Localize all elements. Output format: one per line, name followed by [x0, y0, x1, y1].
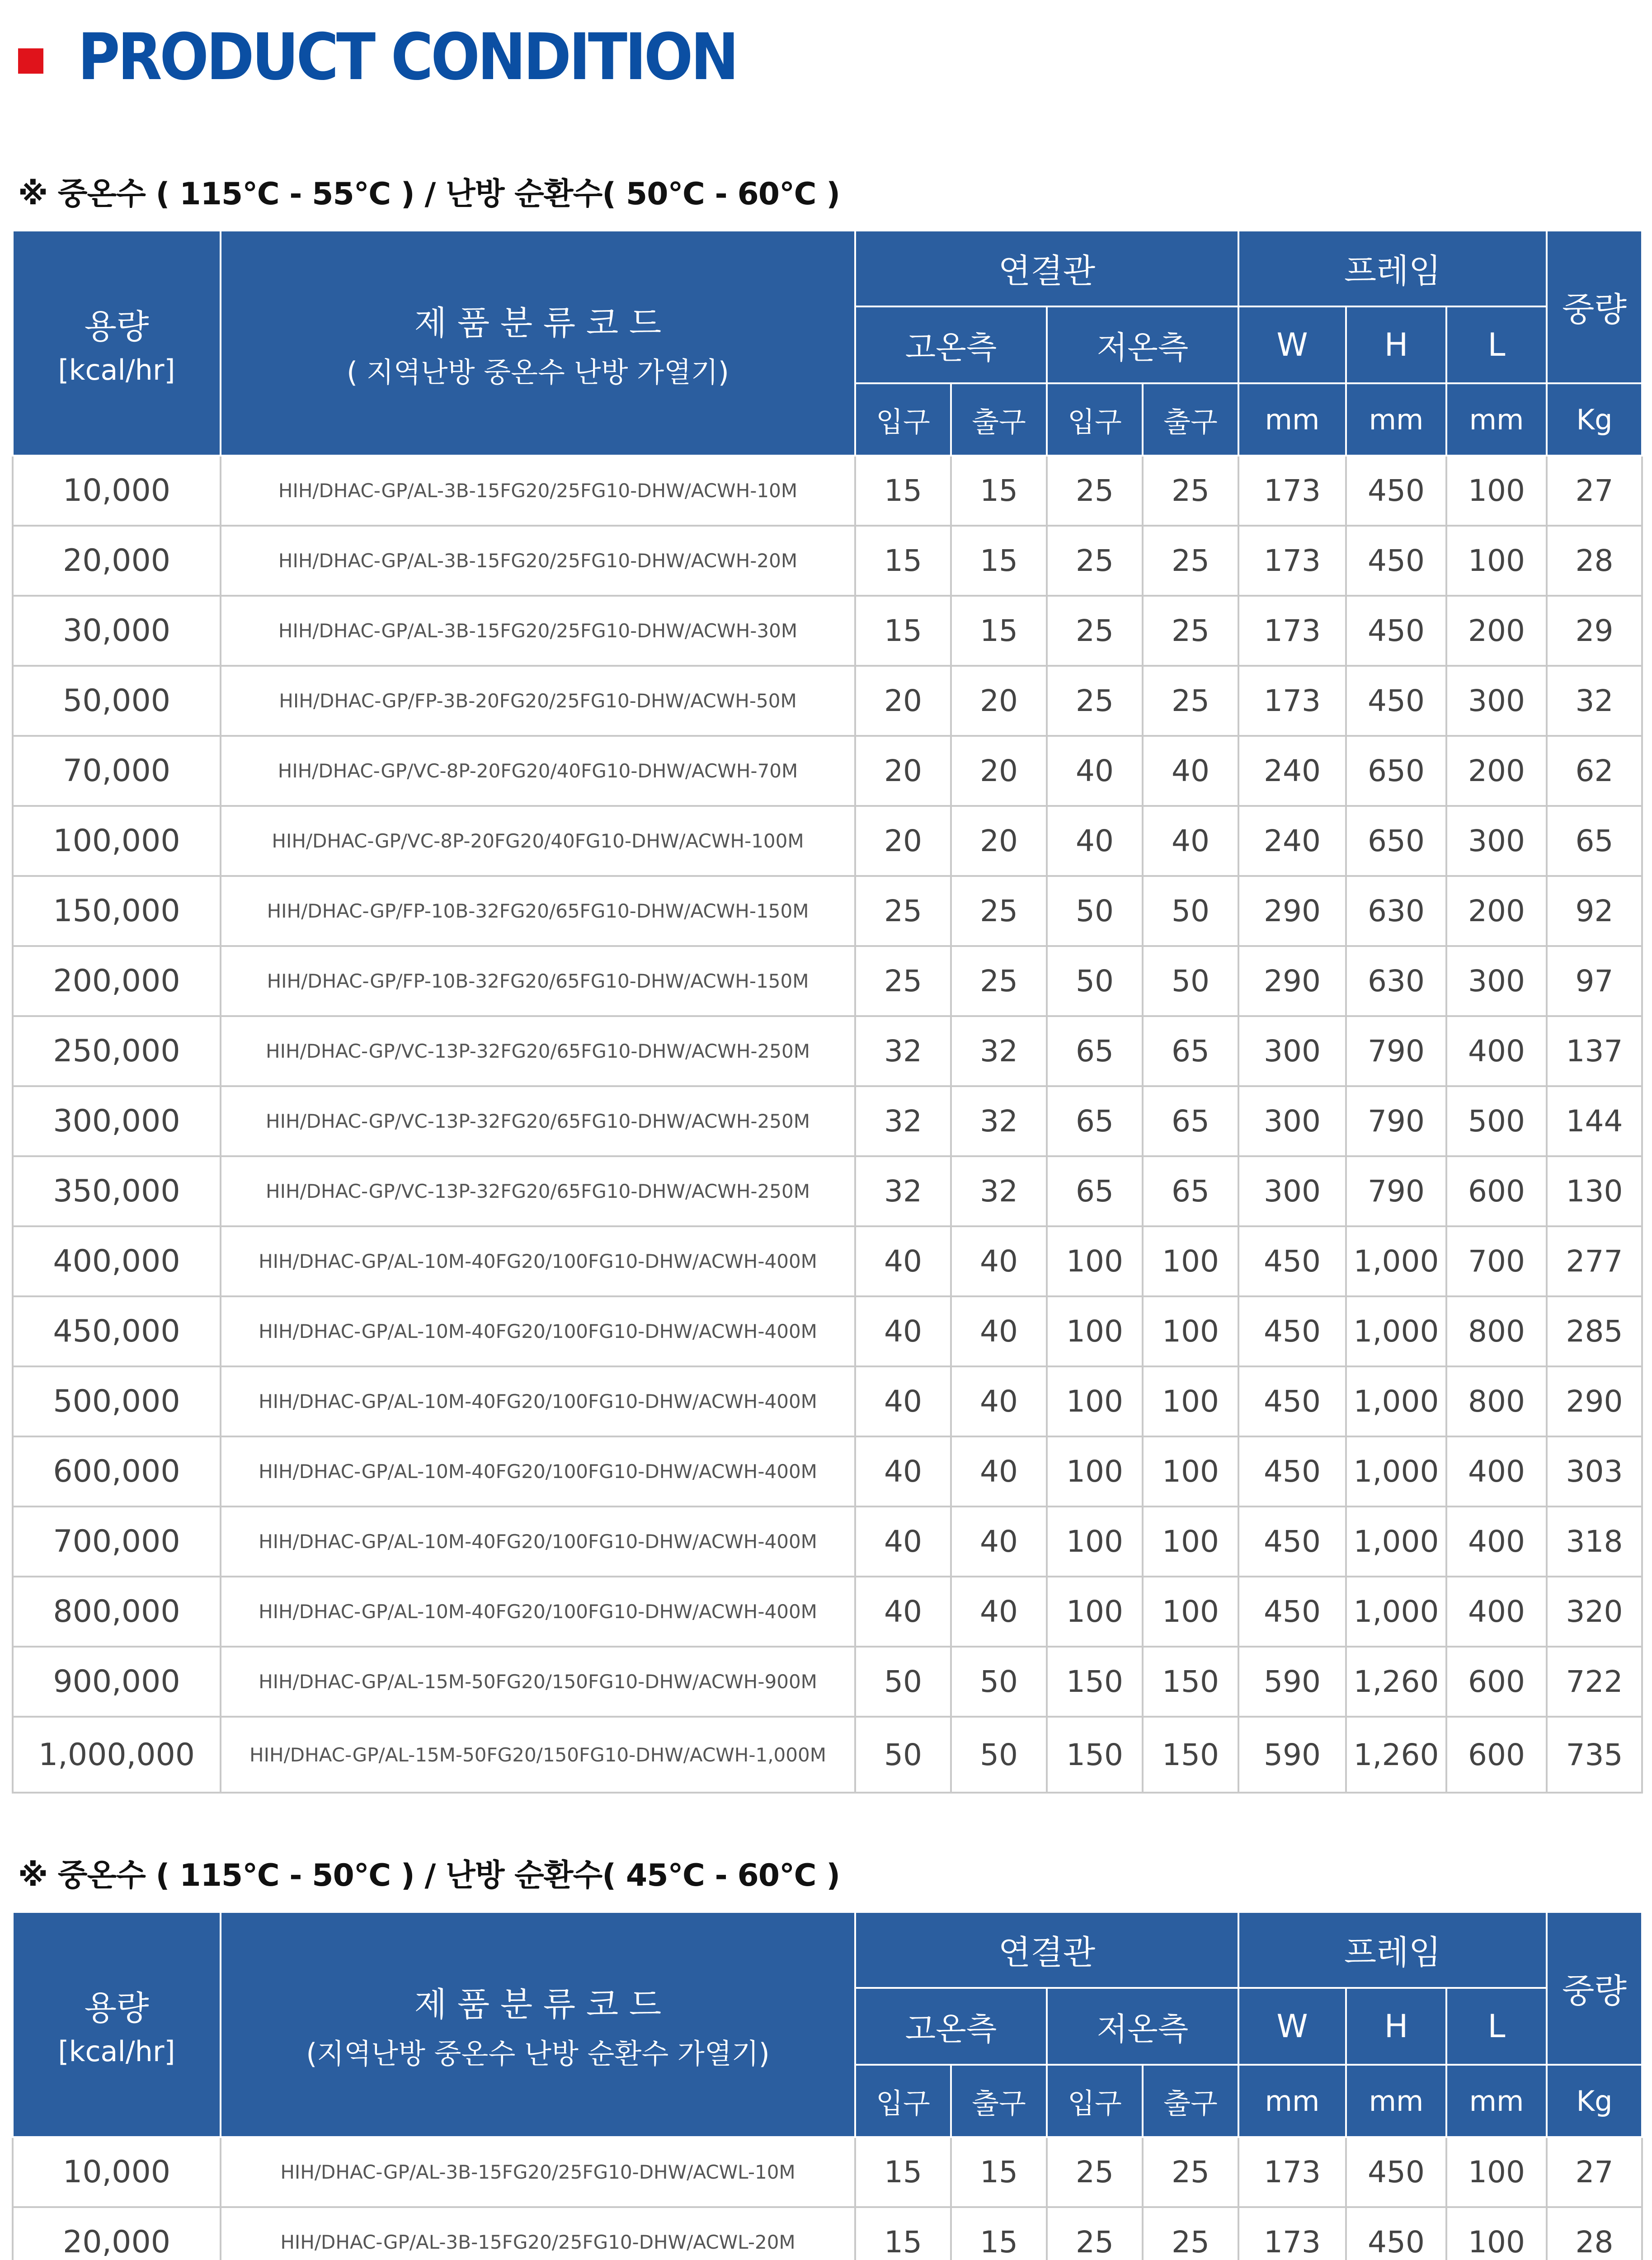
hot-outlet-cell: 15	[951, 596, 1047, 666]
product-code-cell: HIH/DHAC-GP/AL-15M-50FG20/150FG10-DHW/ACWH-1,000M	[221, 1717, 855, 1793]
cold-inlet-cell: 50	[1047, 946, 1143, 1016]
frame-l-cell: 500	[1446, 1086, 1547, 1156]
cold-outlet-cell: 100	[1143, 1366, 1238, 1436]
frame-h-cell: 790	[1346, 1016, 1446, 1086]
table-row	[13, 1366, 1642, 1436]
product-code-cell: HIH/DHAC-GP/FP-10B-32FG20/65FG10-DHW/ACWH-150M	[221, 876, 855, 946]
product-code-cell: HIH/DHAC-GP/FP-10B-32FG20/65FG10-DHW/ACWH-150M	[221, 946, 855, 1016]
table-row	[13, 456, 1642, 526]
header-h: H	[1346, 306, 1446, 383]
cold-inlet-cell: 25	[1047, 666, 1143, 736]
capacity-cell: 600,000	[13, 1436, 221, 1507]
frame-h-cell: 630	[1346, 876, 1446, 946]
frame-h-cell: 790	[1346, 1156, 1446, 1226]
header-cold-side: 저온측	[1047, 306, 1238, 383]
frame-w-cell: 240	[1238, 806, 1346, 876]
cold-outlet-cell: 100	[1143, 1296, 1238, 1366]
header-cold-side: 저온측	[1047, 1988, 1238, 2065]
weight-cell: 28	[1547, 2207, 1642, 2260]
cold-outlet-cell: 65	[1143, 1156, 1238, 1226]
cold-outlet-cell: 100	[1143, 1226, 1238, 1296]
capacity-cell: 150,000	[13, 876, 221, 946]
frame-l-cell: 400	[1446, 1577, 1547, 1647]
cold-outlet-cell: 25	[1143, 456, 1238, 526]
spec-table-2-body	[13, 2137, 1642, 2260]
cold-outlet-cell: 25	[1143, 596, 1238, 666]
hot-inlet-cell: 15	[855, 596, 951, 666]
header-h: H	[1346, 1988, 1446, 2065]
frame-h-cell: 1,000	[1346, 1226, 1446, 1296]
capacity-cell: 10,000	[13, 2137, 221, 2207]
frame-l-cell: 400	[1446, 1507, 1547, 1577]
weight-cell: 62	[1547, 736, 1642, 806]
frame-l-cell: 600	[1446, 1647, 1547, 1717]
hot-inlet-cell: 25	[855, 876, 951, 946]
frame-l-cell: 100	[1446, 2207, 1547, 2260]
hot-outlet-cell: 32	[951, 1016, 1047, 1086]
cold-outlet-cell: 100	[1143, 1507, 1238, 1577]
hot-inlet-cell: 15	[855, 2137, 951, 2207]
frame-l-cell: 200	[1446, 596, 1547, 666]
header-frame: 프레임	[1238, 1912, 1547, 1988]
hot-inlet-cell: 40	[855, 1366, 951, 1436]
product-code-cell: HIH/DHAC-GP/AL-15M-50FG20/150FG10-DHW/ACWH-900M	[221, 1647, 855, 1717]
capacity-cell: 350,000	[13, 1156, 221, 1226]
cold-outlet-cell: 50	[1143, 876, 1238, 946]
frame-l-cell: 100	[1446, 526, 1547, 596]
cold-outlet-cell: 25	[1143, 526, 1238, 596]
cold-outlet-cell: 150	[1143, 1717, 1238, 1793]
product-code-cell: HIH/DHAC-GP/VC-13P-32FG20/65FG10-DHW/ACWH-250M	[221, 1086, 855, 1156]
cold-inlet-cell: 25	[1047, 526, 1143, 596]
product-code-cell: HIH/DHAC-GP/AL-3B-15FG20/25FG10-DHW/ACWL-10M	[221, 2137, 855, 2207]
weight-cell: 65	[1547, 806, 1642, 876]
frame-l-cell: 200	[1446, 876, 1547, 946]
frame-l-cell: 800	[1446, 1296, 1547, 1366]
frame-w-cell: 590	[1238, 1717, 1346, 1793]
cold-outlet-cell: 100	[1143, 1577, 1238, 1647]
frame-h-cell: 790	[1346, 1086, 1446, 1156]
cold-inlet-cell: 100	[1047, 1577, 1143, 1647]
capacity-cell: 20,000	[13, 2207, 221, 2260]
frame-l-cell: 600	[1446, 1156, 1547, 1226]
hot-inlet-cell: 50	[855, 1647, 951, 1717]
header-weight-unit: Kg	[1547, 383, 1642, 456]
frame-h-cell: 1,000	[1346, 1577, 1446, 1647]
frame-h-cell: 1,000	[1346, 1296, 1446, 1366]
capacity-cell: 30,000	[13, 596, 221, 666]
table-row	[13, 1086, 1642, 1156]
product-code-cell: HIH/DHAC-GP/AL-10M-40FG20/100FG10-DHW/ACWH-400M	[221, 1436, 855, 1507]
header-product-code: 제 품 분 류 코 드 ( 지역난방 중온수 난방 가열기)	[221, 231, 855, 456]
hot-outlet-cell: 25	[951, 946, 1047, 1016]
header-h-unit: mm	[1346, 2065, 1446, 2137]
weight-cell: 137	[1547, 1016, 1642, 1086]
capacity-cell: 800,000	[13, 1577, 221, 1647]
cold-outlet-cell: 40	[1143, 736, 1238, 806]
header-hot-outlet: 출구	[951, 2065, 1047, 2137]
hot-outlet-cell: 20	[951, 666, 1047, 736]
frame-w-cell: 450	[1238, 1226, 1346, 1296]
weight-cell: 320	[1547, 1577, 1642, 1647]
cold-outlet-cell: 65	[1143, 1086, 1238, 1156]
frame-h-cell: 450	[1346, 456, 1446, 526]
cold-inlet-cell: 100	[1047, 1366, 1143, 1436]
hot-inlet-cell: 20	[855, 666, 951, 736]
product-code-cell: HIH/DHAC-GP/VC-8P-20FG20/40FG10-DHW/ACWH-100M	[221, 806, 855, 876]
cold-inlet-cell: 100	[1047, 1436, 1143, 1507]
frame-h-cell: 450	[1346, 666, 1446, 736]
hot-outlet-cell: 40	[951, 1507, 1047, 1577]
product-code-cell: HIH/DHAC-GP/AL-3B-15FG20/25FG10-DHW/ACWH-30M	[221, 596, 855, 666]
spec-table-1-body	[13, 456, 1642, 1793]
frame-l-cell: 600	[1446, 1717, 1547, 1793]
header-cold-inlet: 입구	[1047, 2065, 1143, 2137]
hot-outlet-cell: 50	[951, 1647, 1047, 1717]
frame-l-cell: 200	[1446, 736, 1547, 806]
section-1-subtitle: ※ 중온수 ( 115℃ - 55℃ ) / 난방 순환수( 50℃ - 60℃ )	[18, 176, 840, 212]
table-row	[13, 946, 1642, 1016]
cold-outlet-cell: 40	[1143, 806, 1238, 876]
frame-w-cell: 590	[1238, 1647, 1346, 1717]
frame-w-cell: 450	[1238, 1366, 1346, 1436]
hot-inlet-cell: 40	[855, 1296, 951, 1366]
section-2-subtitle: ※ 중온수 ( 115℃ - 50℃ ) / 난방 순환수( 45℃ - 60℃ )	[18, 1858, 840, 1893]
frame-l-cell: 700	[1446, 1226, 1547, 1296]
header-cold-outlet: 출구	[1143, 383, 1238, 456]
cold-outlet-cell: 100	[1143, 1436, 1238, 1507]
capacity-cell: 500,000	[13, 1366, 221, 1436]
product-code-cell: HIH/DHAC-GP/VC-8P-20FG20/40FG10-DHW/ACWH-70M	[221, 736, 855, 806]
weight-cell: 277	[1547, 1226, 1642, 1296]
cold-outlet-cell: 50	[1143, 946, 1238, 1016]
header-weight: 중량	[1547, 231, 1642, 383]
capacity-cell: 70,000	[13, 736, 221, 806]
frame-h-cell: 1,260	[1346, 1717, 1446, 1793]
table-row	[13, 1016, 1642, 1086]
hot-inlet-cell: 40	[855, 1507, 951, 1577]
cold-inlet-cell: 50	[1047, 876, 1143, 946]
weight-cell: 27	[1547, 2137, 1642, 2207]
capacity-cell: 100,000	[13, 806, 221, 876]
cold-inlet-cell: 150	[1047, 1647, 1143, 1717]
frame-w-cell: 300	[1238, 1016, 1346, 1086]
hot-inlet-cell: 20	[855, 806, 951, 876]
cold-outlet-cell: 25	[1143, 2137, 1238, 2207]
frame-h-cell: 450	[1346, 2137, 1446, 2207]
header-weight: 중량	[1547, 1912, 1642, 2065]
cold-inlet-cell: 25	[1047, 2137, 1143, 2207]
frame-l-cell: 100	[1446, 2137, 1547, 2207]
hot-outlet-cell: 20	[951, 736, 1047, 806]
header-cold-inlet: 입구	[1047, 383, 1143, 456]
header-l-unit: mm	[1446, 383, 1547, 456]
frame-w-cell: 450	[1238, 1296, 1346, 1366]
product-code-cell: HIH/DHAC-GP/AL-10M-40FG20/100FG10-DHW/ACWH-400M	[221, 1577, 855, 1647]
frame-h-cell: 450	[1346, 2207, 1446, 2260]
product-code-cell: HIH/DHAC-GP/AL-10M-40FG20/100FG10-DHW/ACWH-400M	[221, 1226, 855, 1296]
hot-outlet-cell: 15	[951, 2207, 1047, 2260]
frame-h-cell: 450	[1346, 596, 1446, 666]
weight-cell: 735	[1547, 1717, 1642, 1793]
table-row	[13, 1717, 1642, 1793]
cold-outlet-cell: 65	[1143, 1016, 1238, 1086]
hot-outlet-cell: 50	[951, 1717, 1047, 1793]
spec-table-1	[12, 230, 1643, 1794]
header-w: W	[1238, 306, 1346, 383]
capacity-cell: 20,000	[13, 526, 221, 596]
capacity-cell: 400,000	[13, 1226, 221, 1296]
hot-inlet-cell: 32	[855, 1156, 951, 1226]
weight-cell: 28	[1547, 526, 1642, 596]
frame-w-cell: 290	[1238, 946, 1346, 1016]
frame-h-cell: 1,000	[1346, 1436, 1446, 1507]
weight-cell: 130	[1547, 1156, 1642, 1226]
weight-cell: 29	[1547, 596, 1642, 666]
cold-outlet-cell: 25	[1143, 666, 1238, 736]
cold-inlet-cell: 65	[1047, 1016, 1143, 1086]
capacity-cell: 50,000	[13, 666, 221, 736]
cold-inlet-cell: 40	[1047, 736, 1143, 806]
table-row	[13, 1226, 1642, 1296]
frame-l-cell: 100	[1446, 456, 1547, 526]
header-frame: 프레임	[1238, 231, 1547, 306]
cold-inlet-cell: 100	[1047, 1296, 1143, 1366]
hot-inlet-cell: 20	[855, 736, 951, 806]
hot-outlet-cell: 25	[951, 876, 1047, 946]
frame-h-cell: 630	[1346, 946, 1446, 1016]
table-row	[13, 1577, 1642, 1647]
header-hot-side: 고온측	[855, 306, 1047, 383]
frame-h-cell: 1,000	[1346, 1507, 1446, 1577]
table-row	[13, 1647, 1642, 1717]
header-h-unit: mm	[1346, 383, 1446, 456]
cold-inlet-cell: 65	[1047, 1086, 1143, 1156]
hot-outlet-cell: 40	[951, 1577, 1047, 1647]
header-cold-outlet: 출구	[1143, 2065, 1238, 2137]
weight-cell: 27	[1547, 456, 1642, 526]
cold-inlet-cell: 25	[1047, 2207, 1143, 2260]
capacity-cell: 250,000	[13, 1016, 221, 1086]
hot-inlet-cell: 32	[855, 1016, 951, 1086]
frame-w-cell: 173	[1238, 456, 1346, 526]
capacity-cell: 1,000,000	[13, 1717, 221, 1793]
frame-l-cell: 400	[1446, 1436, 1547, 1507]
table-row	[13, 1296, 1642, 1366]
hot-inlet-cell: 32	[855, 1086, 951, 1156]
hot-outlet-cell: 40	[951, 1296, 1047, 1366]
frame-w-cell: 240	[1238, 736, 1346, 806]
cold-inlet-cell: 100	[1047, 1507, 1143, 1577]
table-row	[13, 1507, 1642, 1577]
cold-outlet-cell: 25	[1143, 2207, 1238, 2260]
page-title: PRODUCT CONDITION	[78, 20, 737, 94]
table-row	[13, 526, 1642, 596]
header-l-unit: mm	[1446, 2065, 1547, 2137]
hot-inlet-cell: 15	[855, 456, 951, 526]
capacity-cell: 450,000	[13, 1296, 221, 1366]
table-row	[13, 806, 1642, 876]
table-row	[13, 2137, 1642, 2207]
cold-inlet-cell: 25	[1047, 596, 1143, 666]
frame-w-cell: 173	[1238, 2207, 1346, 2260]
weight-cell: 97	[1547, 946, 1642, 1016]
product-code-cell: HIH/DHAC-GP/AL-10M-40FG20/100FG10-DHW/ACWH-400M	[221, 1366, 855, 1436]
table-row	[13, 736, 1642, 806]
product-code-cell: HIH/DHAC-GP/VC-13P-32FG20/65FG10-DHW/ACWH-250M	[221, 1156, 855, 1226]
hot-outlet-cell: 40	[951, 1366, 1047, 1436]
product-code-cell: HIH/DHAC-GP/AL-3B-15FG20/25FG10-DHW/ACWH-20M	[221, 526, 855, 596]
hot-outlet-cell: 15	[951, 2137, 1047, 2207]
capacity-cell: 900,000	[13, 1647, 221, 1717]
cold-inlet-cell: 65	[1047, 1156, 1143, 1226]
weight-cell: 303	[1547, 1436, 1642, 1507]
table-row	[13, 1436, 1642, 1507]
weight-cell: 32	[1547, 666, 1642, 736]
hot-inlet-cell: 40	[855, 1226, 951, 1296]
frame-w-cell: 300	[1238, 1156, 1346, 1226]
weight-cell: 144	[1547, 1086, 1642, 1156]
frame-w-cell: 450	[1238, 1436, 1346, 1507]
frame-w-cell: 290	[1238, 876, 1346, 946]
product-code-cell: HIH/DHAC-GP/FP-3B-20FG20/25FG10-DHW/ACWH-50M	[221, 666, 855, 736]
header-capacity: 용량 [kcal/hr]	[13, 1912, 221, 2137]
product-code-cell: HIH/DHAC-GP/VC-13P-32FG20/65FG10-DHW/ACWH-250M	[221, 1016, 855, 1086]
hot-inlet-cell: 40	[855, 1577, 951, 1647]
hot-outlet-cell: 32	[951, 1156, 1047, 1226]
product-code-cell: HIH/DHAC-GP/AL-10M-40FG20/100FG10-DHW/ACWH-400M	[221, 1296, 855, 1366]
frame-w-cell: 173	[1238, 2137, 1346, 2207]
cold-outlet-cell: 150	[1143, 1647, 1238, 1717]
hot-inlet-cell: 15	[855, 526, 951, 596]
frame-w-cell: 173	[1238, 666, 1346, 736]
frame-l-cell: 300	[1446, 666, 1547, 736]
frame-w-cell: 173	[1238, 596, 1346, 666]
capacity-cell: 300,000	[13, 1086, 221, 1156]
capacity-cell: 700,000	[13, 1507, 221, 1577]
weight-cell: 318	[1547, 1507, 1642, 1577]
header-weight-unit: Kg	[1547, 2065, 1642, 2137]
hot-outlet-cell: 20	[951, 806, 1047, 876]
hot-inlet-cell: 40	[855, 1436, 951, 1507]
hot-outlet-cell: 40	[951, 1436, 1047, 1507]
header-pipe: 연결관	[855, 231, 1238, 306]
weight-cell: 290	[1547, 1366, 1642, 1436]
header-product-code: 제 품 분 류 코 드 (지역난방 중온수 난방 순환수 가열기)	[221, 1912, 855, 2137]
frame-h-cell: 1,000	[1346, 1366, 1446, 1436]
hot-outlet-cell: 40	[951, 1226, 1047, 1296]
product-code-cell: HIH/DHAC-GP/AL-10M-40FG20/100FG10-DHW/ACWH-400M	[221, 1507, 855, 1577]
header-hot-side: 고온측	[855, 1988, 1047, 2065]
table-row	[13, 596, 1642, 666]
hot-outlet-cell: 15	[951, 526, 1047, 596]
frame-l-cell: 800	[1446, 1366, 1547, 1436]
cold-inlet-cell: 40	[1047, 806, 1143, 876]
table-row	[13, 666, 1642, 736]
header-pipe: 연결관	[855, 1912, 1238, 1988]
frame-h-cell: 650	[1346, 806, 1446, 876]
cold-inlet-cell: 100	[1047, 1226, 1143, 1296]
frame-l-cell: 300	[1446, 806, 1547, 876]
frame-w-cell: 450	[1238, 1507, 1346, 1577]
hot-outlet-cell: 15	[951, 456, 1047, 526]
header-w-unit: mm	[1238, 2065, 1346, 2137]
hot-inlet-cell: 25	[855, 946, 951, 1016]
title-marker-square	[18, 48, 43, 74]
hot-outlet-cell: 32	[951, 1086, 1047, 1156]
frame-w-cell: 173	[1238, 526, 1346, 596]
cold-inlet-cell: 150	[1047, 1717, 1143, 1793]
frame-h-cell: 1,260	[1346, 1647, 1446, 1717]
header-l: L	[1446, 1988, 1547, 2065]
header-hot-inlet: 입구	[855, 2065, 951, 2137]
capacity-cell: 10,000	[13, 456, 221, 526]
frame-h-cell: 450	[1346, 526, 1446, 596]
weight-cell: 722	[1547, 1647, 1642, 1717]
frame-l-cell: 300	[1446, 946, 1547, 1016]
product-code-cell: HIH/DHAC-GP/AL-3B-15FG20/25FG10-DHW/ACWL-20M	[221, 2207, 855, 2260]
header-l: L	[1446, 306, 1547, 383]
table-row	[13, 1156, 1642, 1226]
frame-w-cell: 450	[1238, 1577, 1346, 1647]
weight-cell: 285	[1547, 1296, 1642, 1366]
hot-inlet-cell: 50	[855, 1717, 951, 1793]
table-row	[13, 2207, 1642, 2260]
frame-l-cell: 400	[1446, 1016, 1547, 1086]
hot-inlet-cell: 15	[855, 2207, 951, 2260]
cold-inlet-cell: 25	[1047, 456, 1143, 526]
table-row	[13, 876, 1642, 946]
frame-h-cell: 650	[1346, 736, 1446, 806]
header-w-unit: mm	[1238, 383, 1346, 456]
header-capacity: 용량 [kcal/hr]	[13, 231, 221, 456]
header-w: W	[1238, 1988, 1346, 2065]
weight-cell: 92	[1547, 876, 1642, 946]
header-hot-inlet: 입구	[855, 383, 951, 456]
product-code-cell: HIH/DHAC-GP/AL-3B-15FG20/25FG10-DHW/ACWH-10M	[221, 456, 855, 526]
frame-w-cell: 300	[1238, 1086, 1346, 1156]
header-hot-outlet: 출구	[951, 383, 1047, 456]
spec-table-2	[12, 1911, 1643, 2260]
capacity-cell: 200,000	[13, 946, 221, 1016]
